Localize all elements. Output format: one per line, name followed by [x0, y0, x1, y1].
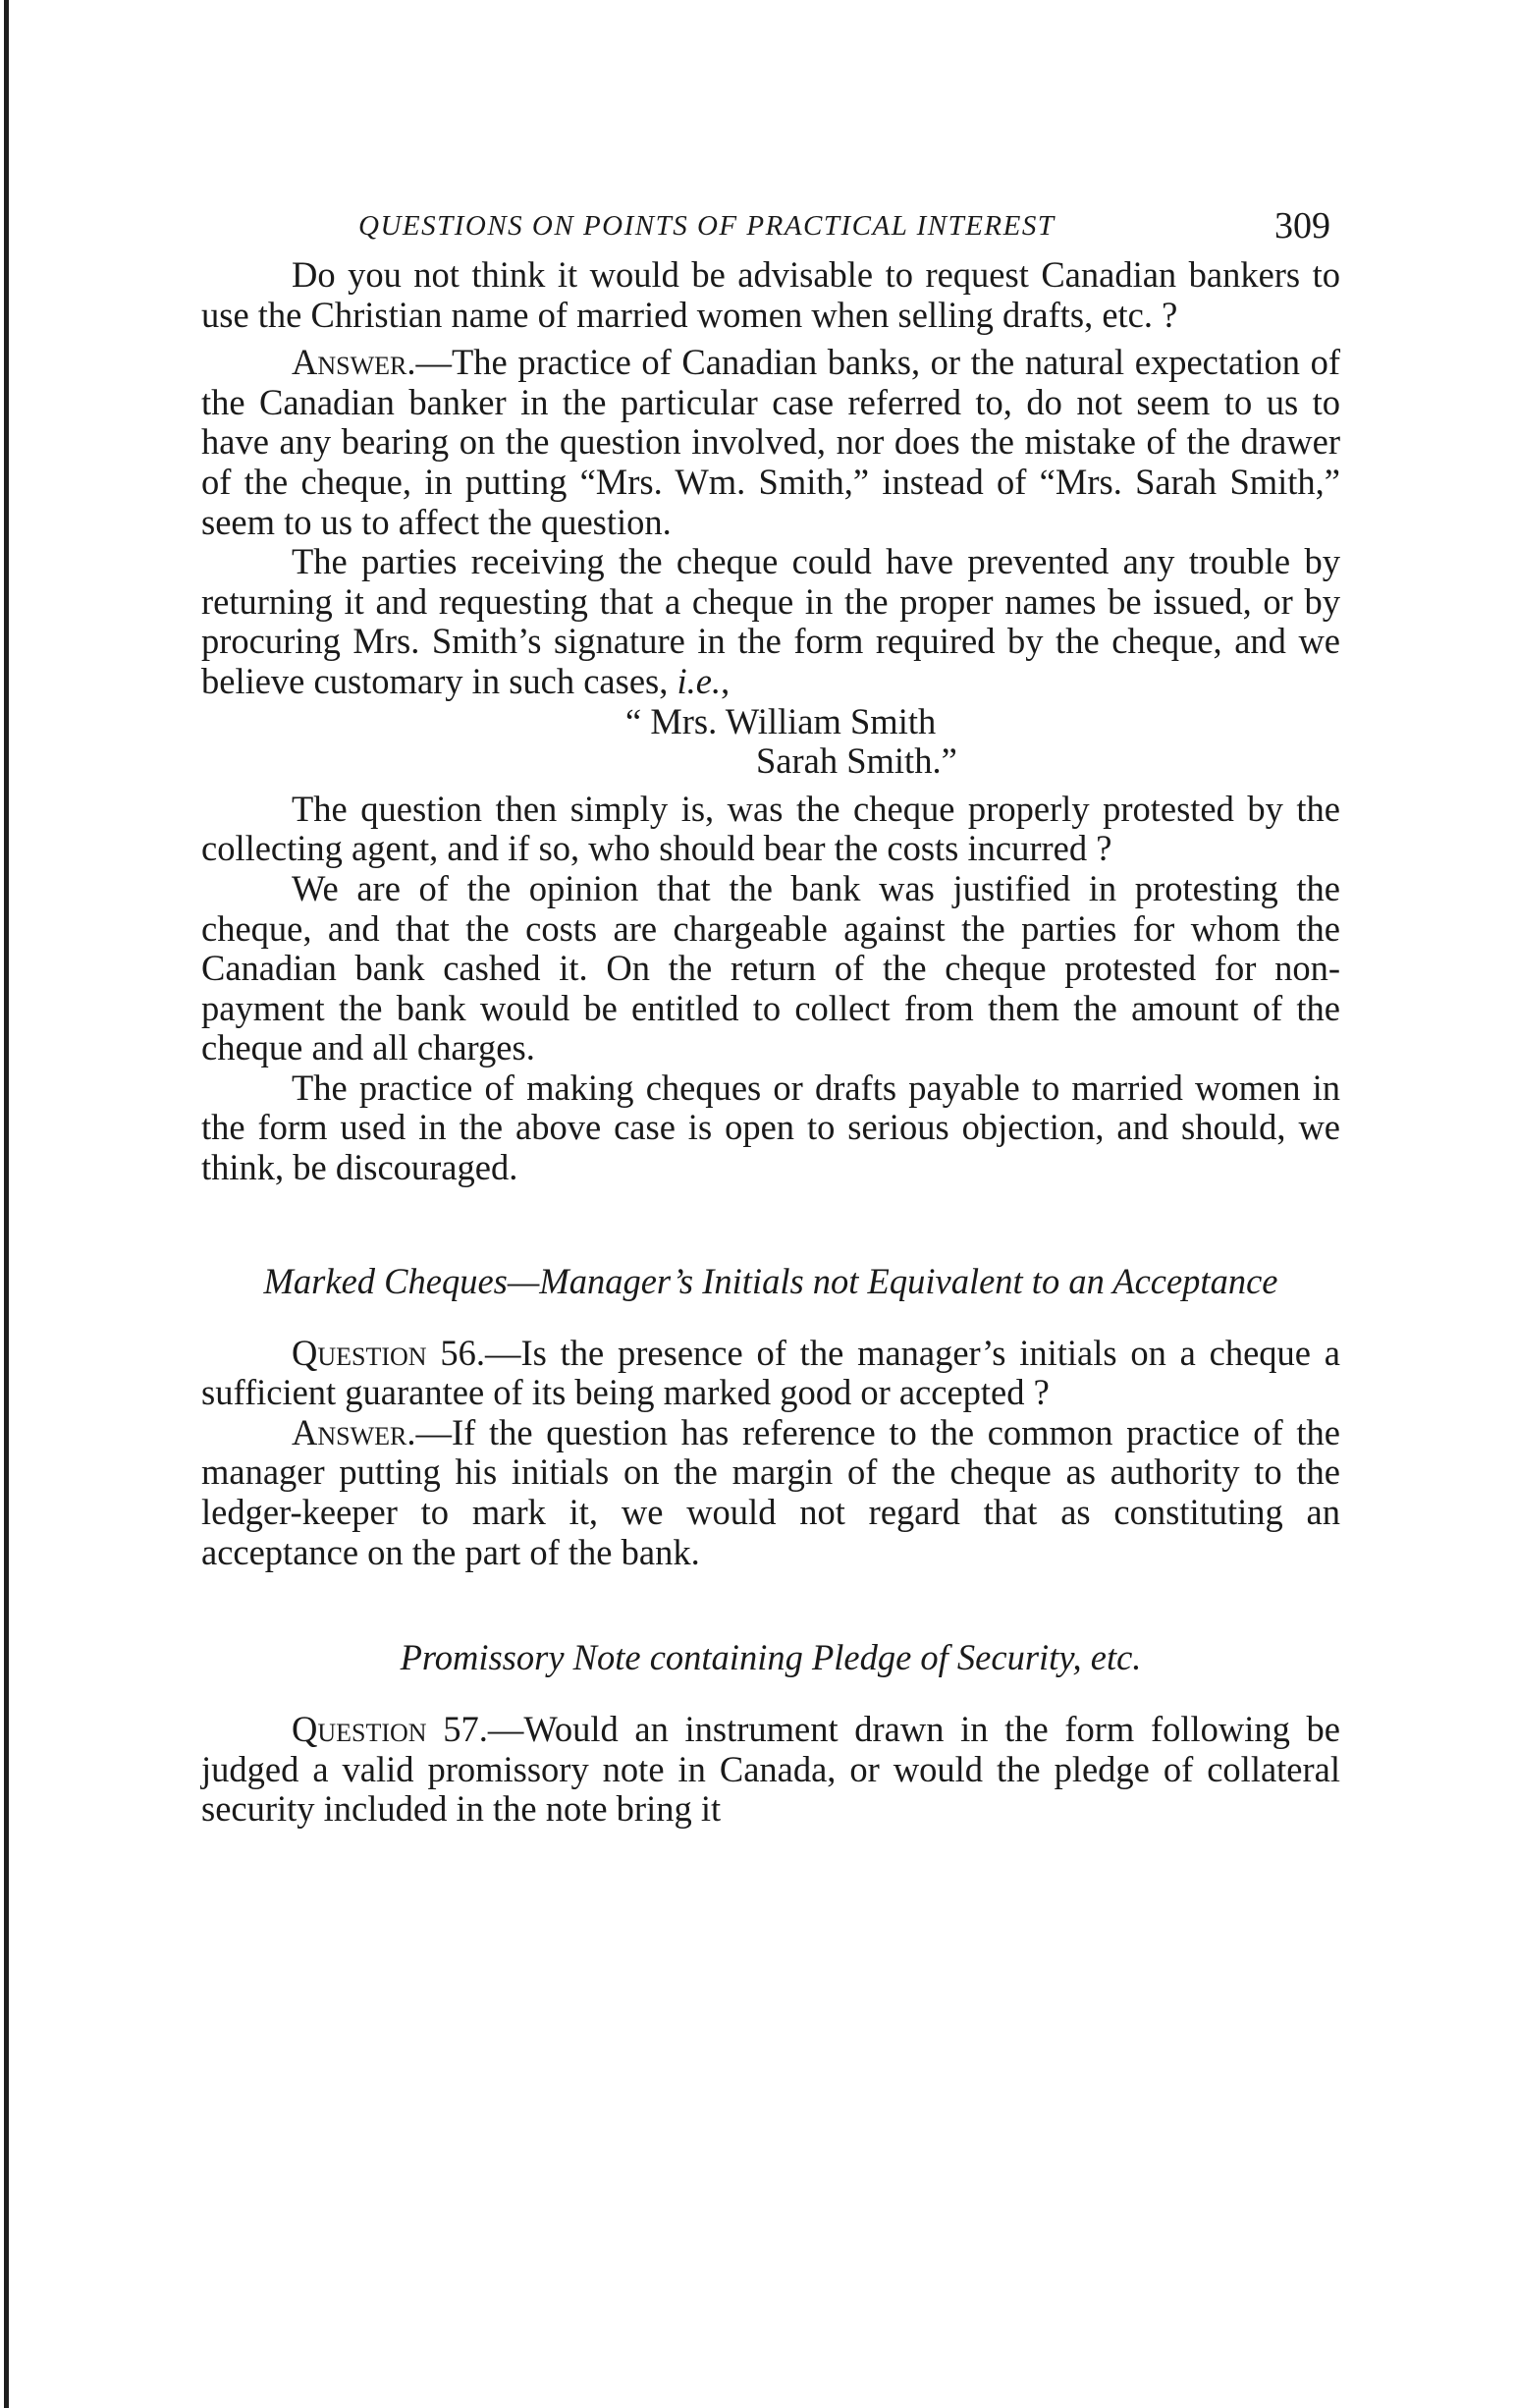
paragraph-question-57: [201, 1710, 1340, 1830]
answer-label: Answer.: [292, 342, 416, 383]
answer-label: Answer.: [292, 1411, 416, 1452]
ie-abbreviation: i.e.: [677, 660, 722, 701]
question-label: Question: [292, 1709, 427, 1750]
paragraph-practice-objection: The practice of making cheques or drafts payable to married women in the form used in the above case is open to serious objection, and should, we think, be discouraged.: [201, 1067, 1340, 1188]
section-heading-promissory-note: Promissory Note containing Pledge of Security, etc.: [400, 1637, 1142, 1678]
paragraph-text: The parties receiving the cheque could have prevented any trouble by returning it and requesting that a cheque in the proper names be issued, or by procuring Mrs. Smith’s signature in the form required by the cheque, and we believe customary in such cases,: [201, 541, 1340, 701]
paragraph-punctuation: ,: [721, 660, 731, 701]
paragraph-question-56: [201, 1334, 1340, 1413]
running-head-title: QUESTIONS ON POINTS OF PRACTICAL INTEREST: [358, 210, 1056, 242]
answer-text: —The practice of Canadian banks, or the natural expectation of the Canadian banker in the particular case referred to, do not seem to us to have any bearing on the question involved, nor does the mistake of the drawer of the cheque, in putting “Mrs. Wm. Smith,” instead of “Mrs. Sarah Smith,” seem to us to affect the question.: [201, 342, 1340, 542]
question-text: 56.—Is the presence of the manager’s initials on a cheque a sufficient guarantee of its being marked good or accepted ?: [201, 1332, 1340, 1413]
running-head: [201, 196, 1340, 255]
signature-line-1: “ Mrs. William Smith: [625, 700, 937, 741]
paragraph-answer-56: [201, 1413, 1340, 1572]
question-text: 57.—Would an instrument drawn in the form following be judged a valid promissory note in Canada, or would the pledge of collateral security included in the note bring it: [201, 1709, 1340, 1830]
book-binding-edge: [4, 0, 9, 2408]
page-number: 309: [1274, 205, 1330, 246]
question-label: Question: [292, 1332, 427, 1373]
book-page: [201, 196, 1340, 1830]
signature-line-2: Sarah Smith.”: [756, 740, 957, 782]
answer-text: —If the question has reference to the common practice of the manager putting his initials on the margin of the cheque as authority to the ledger-keeper to mark it, we would not regard that as constituting an acceptance on the part of the bank.: [201, 1411, 1340, 1572]
paragraph-question-christian-name: Do you not think it would be advisable to request Canadian bankers to use the Christian name of married women when selling drafts, etc. ?: [201, 254, 1340, 335]
paragraph-parties-receiving: [201, 542, 1340, 701]
paragraph-question-protested: The question then simply is, was the cheque properly protested by the collecting agent, and if so, who should bear the costs incurred ?: [201, 788, 1340, 869]
paragraph-opinion: We are of the opinion that the bank was justified in protesting the cheque, and that the costs are chargeable against the parties for whom the Canadian bank cashed it. On the return of the cheque protested for non-payment the bank would be entitled to collect from them the amount of the cheque and all charges.: [201, 867, 1340, 1068]
paragraph-answer-practice: [201, 343, 1340, 542]
signature-example: [201, 702, 1340, 782]
section-heading-marked-cheques: Marked Cheques—Manager’s Initials not Equivalent to an Acceptance: [263, 1260, 1278, 1301]
